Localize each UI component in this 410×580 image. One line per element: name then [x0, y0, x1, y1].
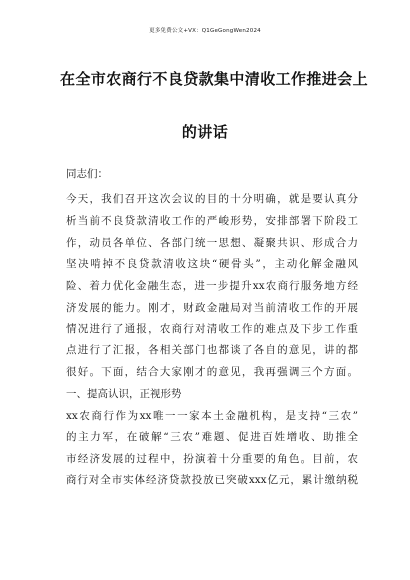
paragraph-line: 的主力军，在破解“三农”难题、促进百姓增收、助推全 — [66, 431, 358, 443]
paragraph-line: 险、着力优化金融生态，进一步提升xx农商行服务地方经 — [66, 280, 358, 292]
paragraph-line: 作，动员各单位、各部门统一思想、凝聚共识、形成合力 — [66, 237, 358, 249]
paragraph-line: 商行对全市实体经济贷款投放已突破xxx亿元，累计缴纳税 — [66, 474, 358, 486]
document-title-line-2: 的讲话 — [181, 123, 229, 141]
paragraph-line: 坚决啃掉不良贷款清收这块“硬骨头”，主动化解金融风 — [66, 258, 358, 270]
paragraph-line: 很好。下面，结合大家刚才的意见，我再强调三个方面。 — [66, 366, 358, 378]
paragraph-line: 情况进行了通报，农商行对清收工作的难点及下步工作重 — [66, 323, 358, 335]
paragraph-line: 析当前不良贷款清收工作的严峻形势，安排部署下阶段工 — [66, 215, 358, 227]
paragraph-line: 点进行了汇报，各相关部门也都谈了各自的意见，讲的都 — [66, 344, 358, 356]
paragraph-line: 济发展的能力。刚才，财政金融局对当前清收工作的开展 — [66, 302, 358, 314]
paragraph-line: xx农商行作为xx唯一一家本土金融机构，是支持“三农” — [66, 410, 358, 422]
header-note: 更多免费公文+VX：Q1GeGongWen2024 — [149, 28, 261, 34]
paragraph-line: 市经济发展的过程中，扮演着十分重要的角色。目前，农 — [66, 453, 358, 465]
section-heading: 一、提高认识，正视形势 — [66, 388, 182, 400]
document-title-line-1: 在全市农商行不良贷款集中清收工作推进会上 — [60, 70, 369, 88]
salutation: 同志们： — [66, 168, 108, 180]
paragraph-line: 今天，我们召开这次会议的目的十分明确，就是要认真分 — [66, 193, 358, 205]
